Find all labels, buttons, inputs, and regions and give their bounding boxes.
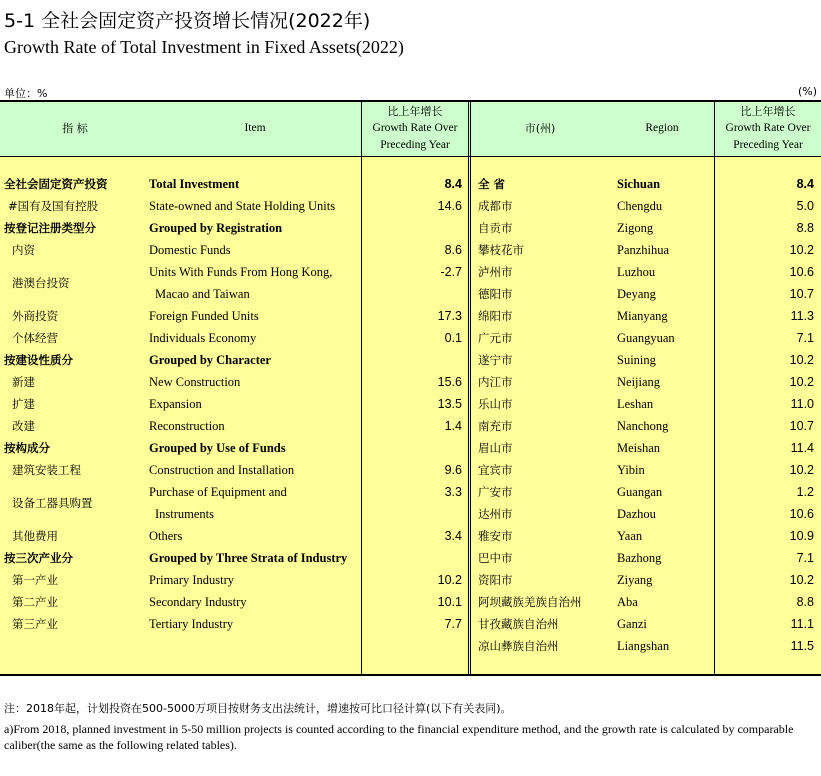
table-row	[0, 305, 821, 327]
table-row	[0, 591, 821, 613]
city-cn: 宜宾市	[478, 463, 513, 477]
region-en: Mianyang	[617, 309, 668, 323]
growth-value: 10.7	[789, 419, 814, 433]
growth-value: 8.6	[444, 243, 462, 257]
city-cn: 凉山彝族自治州	[478, 639, 559, 653]
table-row	[0, 371, 821, 393]
city-cn: 阿坝藏族羌族自治州	[478, 595, 582, 609]
region-en: Dazhou	[617, 507, 656, 521]
page-title-en: Growth Rate of Total Investment in Fixed Assets(2022)	[4, 37, 404, 57]
city-cn: 泸州市	[478, 265, 513, 279]
indicator-en: Individuals Economy	[149, 331, 257, 345]
growth-value: 11.1	[790, 617, 814, 631]
growth-value: 17.3	[437, 309, 462, 323]
growth-value: 10.7	[789, 287, 814, 301]
indicator-cn: 新建	[12, 375, 35, 389]
growth-value: 11.4	[790, 441, 814, 455]
region-en: Liangshan	[617, 639, 670, 653]
table-row	[0, 393, 821, 415]
growth-value: 11.3	[790, 309, 814, 323]
region-en: Yaan	[617, 529, 643, 543]
city-cn: 资阳市	[478, 573, 513, 587]
growth-value: 0.1	[444, 331, 462, 345]
indicator-cn: 第三产业	[12, 617, 58, 631]
growth-value: 7.7	[444, 617, 462, 631]
region-en: Aba	[617, 595, 638, 609]
growth-value: 13.5	[437, 397, 462, 411]
growth-value: 7.1	[796, 551, 814, 565]
growth-value: 9.6	[444, 463, 462, 477]
city-cn: 雅安市	[478, 529, 513, 543]
city-cn: 甘孜藏族自治州	[478, 617, 559, 631]
header-indicator: 指 标	[62, 122, 88, 135]
city-cn: 乐山市	[478, 397, 513, 411]
city-cn: 达州市	[478, 507, 513, 521]
table-row	[0, 415, 821, 437]
growth-value: 10.6	[789, 507, 814, 521]
indicator-cn: 设备工器具购置	[12, 496, 93, 510]
header-growth-right: 比上年增长 Growth Rate Over Preceding Year	[725, 105, 811, 151]
table-row	[0, 503, 821, 525]
growth-value: 8.4	[796, 177, 814, 191]
indicator-en: Primary Industry	[149, 573, 235, 587]
indicator-cn: 个体经营	[12, 331, 58, 345]
growth-value: 1.4	[444, 419, 462, 433]
region-en: Nanchong	[617, 419, 669, 433]
growth-value: 10.2	[789, 353, 814, 367]
footnote-cn: 注：2018年起，计划投资在500-5000万项目按财务支出法统计，增速按可比口径计算(以下有关表同)。	[4, 702, 512, 715]
region-en: Luzhou	[617, 265, 656, 279]
indicator-cn: 按登记注册类型分	[4, 221, 96, 235]
city-cn: 全 省	[478, 177, 506, 191]
city-cn: 遂宁市	[478, 353, 513, 367]
region-en: Ganzi	[617, 617, 647, 631]
indicator-cn: 外商投资	[12, 309, 58, 323]
table-row	[0, 261, 821, 283]
growth-value: 8.4	[444, 177, 462, 191]
indicator-en-line2: Instruments	[155, 507, 215, 521]
city-cn: 南充市	[478, 419, 513, 433]
indicator-cn: 改建	[12, 419, 35, 433]
city-cn: 内江市	[478, 375, 513, 389]
growth-value: 10.2	[789, 573, 814, 587]
table-row	[0, 437, 821, 459]
region-en: Meishan	[617, 441, 661, 455]
region-en: Zigong	[617, 221, 654, 235]
table-bottom-border	[0, 674, 821, 676]
indicator-en: Construction and Installation	[149, 463, 295, 477]
region-en: Guangan	[617, 485, 663, 499]
table-row	[0, 635, 821, 657]
region-en: Yibin	[617, 463, 645, 477]
growth-value: 5.0	[796, 199, 814, 213]
region-en: Guangyuan	[617, 331, 675, 345]
growth-value: -2.7	[440, 265, 462, 279]
indicator-cn: 其他费用	[12, 529, 58, 543]
growth-value: 10.9	[789, 529, 814, 543]
growth-value: 10.2	[789, 463, 814, 477]
indicator-en: Grouped by Character	[149, 353, 271, 367]
region-en: Sichuan	[617, 177, 661, 191]
indicator-cn: 第二产业	[12, 595, 58, 609]
page-title-cn: 5-1 全社会固定资产投资增长情况(2022年)	[4, 10, 371, 32]
indicator-en: Total Investment	[149, 177, 240, 191]
indicator-en: Others	[149, 529, 183, 543]
table-row	[0, 195, 821, 217]
indicator-cn: 第一产业	[12, 573, 58, 587]
indicator-en: Grouped by Three Strata of Industry	[149, 551, 348, 565]
growth-value: 10.2	[437, 573, 462, 587]
indicator-en: Tertiary Industry	[149, 617, 234, 631]
city-cn: 攀枝花市	[478, 243, 524, 257]
indicator-cn: 按建设性质分	[4, 353, 73, 367]
indicator-en: Expansion	[149, 397, 202, 411]
growth-value: 14.6	[437, 199, 462, 213]
indicator-en: Foreign Funded Units	[149, 309, 259, 323]
indicator-en: Grouped by Registration	[149, 221, 283, 235]
indicator-cn: 按构成分	[4, 441, 50, 455]
growth-value: 10.6	[789, 265, 814, 279]
indicator-en: Purchase of Equipment and	[149, 485, 287, 499]
region-en: Leshan	[617, 397, 654, 411]
table-row	[0, 217, 821, 239]
table-row	[0, 525, 821, 547]
city-cn: 巴中市	[478, 551, 513, 565]
header-bottom-border	[0, 156, 821, 157]
indicator-en: State-owned and State Holding Units	[149, 199, 336, 213]
table-row	[0, 173, 821, 195]
region-en: Neijiang	[617, 375, 661, 389]
growth-value: 3.3	[444, 485, 462, 499]
table-row	[0, 349, 821, 371]
table-row	[0, 481, 821, 503]
indicator-en: Domestic Funds	[149, 243, 231, 257]
growth-value: 15.6	[437, 375, 462, 389]
growth-value: 10.1	[437, 595, 462, 609]
table-row	[0, 283, 821, 305]
city-cn: 广安市	[478, 485, 513, 499]
header-region: Region	[645, 122, 679, 134]
growth-value: 10.2	[789, 243, 814, 257]
region-en: Panzhihua	[617, 243, 670, 257]
city-cn: 自贡市	[478, 221, 513, 235]
table-top-border	[0, 100, 821, 102]
indicator-en: Reconstruction	[149, 419, 225, 433]
indicator-en: Units With Funds From Hong Kong,	[149, 265, 333, 279]
growth-value: 3.4	[444, 529, 462, 543]
growth-value: 11.0	[790, 397, 814, 411]
table-row	[0, 613, 821, 635]
indicator-cn: 全社会固定资产投资	[4, 177, 108, 191]
indicator-cn: 建筑安装工程	[12, 463, 81, 477]
indicator-en: Grouped by Use of Funds	[149, 441, 286, 455]
indicator-en: Secondary Industry	[149, 595, 247, 609]
indicator-cn: 扩建	[12, 397, 35, 411]
growth-value: 10.2	[789, 375, 814, 389]
table-row	[0, 239, 821, 261]
indicator-cn: 按三次产业分	[4, 551, 73, 565]
region-en: Chengdu	[617, 199, 663, 213]
city-cn: 眉山市	[478, 441, 513, 455]
unit-label-right: (%)	[797, 85, 817, 98]
indicator-en: New Construction	[149, 375, 241, 389]
growth-value: 7.1	[796, 331, 814, 345]
growth-value: 8.8	[796, 221, 814, 235]
table-row	[0, 547, 821, 569]
region-en: Suining	[617, 353, 656, 367]
growth-value: 1.2	[796, 485, 814, 499]
city-cn: 绵阳市	[478, 309, 513, 323]
growth-value: 11.5	[790, 639, 814, 653]
header-item: Item	[244, 122, 266, 134]
region-en: Bazhong	[617, 551, 662, 565]
table-row	[0, 327, 821, 349]
region-en: Ziyang	[617, 573, 653, 587]
table-row	[0, 459, 821, 481]
table-row	[0, 569, 821, 591]
footnote-en: a)From 2018, planned investment in 5-50 million projects is counted according to the financial expenditure method, and the growth rate is calculated by comparable caliber(the same as the following related tables).	[4, 722, 794, 752]
header-growth-left: 比上年增长 Growth Rate Over Preceding Year	[372, 105, 458, 151]
city-cn: 广元市	[478, 331, 513, 345]
growth-value: 8.8	[796, 595, 814, 609]
city-cn: 德阳市	[478, 287, 513, 301]
city-cn: 成都市	[478, 199, 513, 213]
header-city: 市(州)	[524, 122, 556, 135]
indicator-cn: 内资	[12, 243, 35, 257]
indicator-cn: #国有及国有控股	[8, 199, 99, 213]
unit-label: 单位：%	[4, 87, 48, 100]
indicator-cn: 港澳台投资	[12, 276, 70, 290]
region-en: Deyang	[617, 287, 656, 301]
indicator-en-line2: Macao and Taiwan	[155, 287, 250, 301]
